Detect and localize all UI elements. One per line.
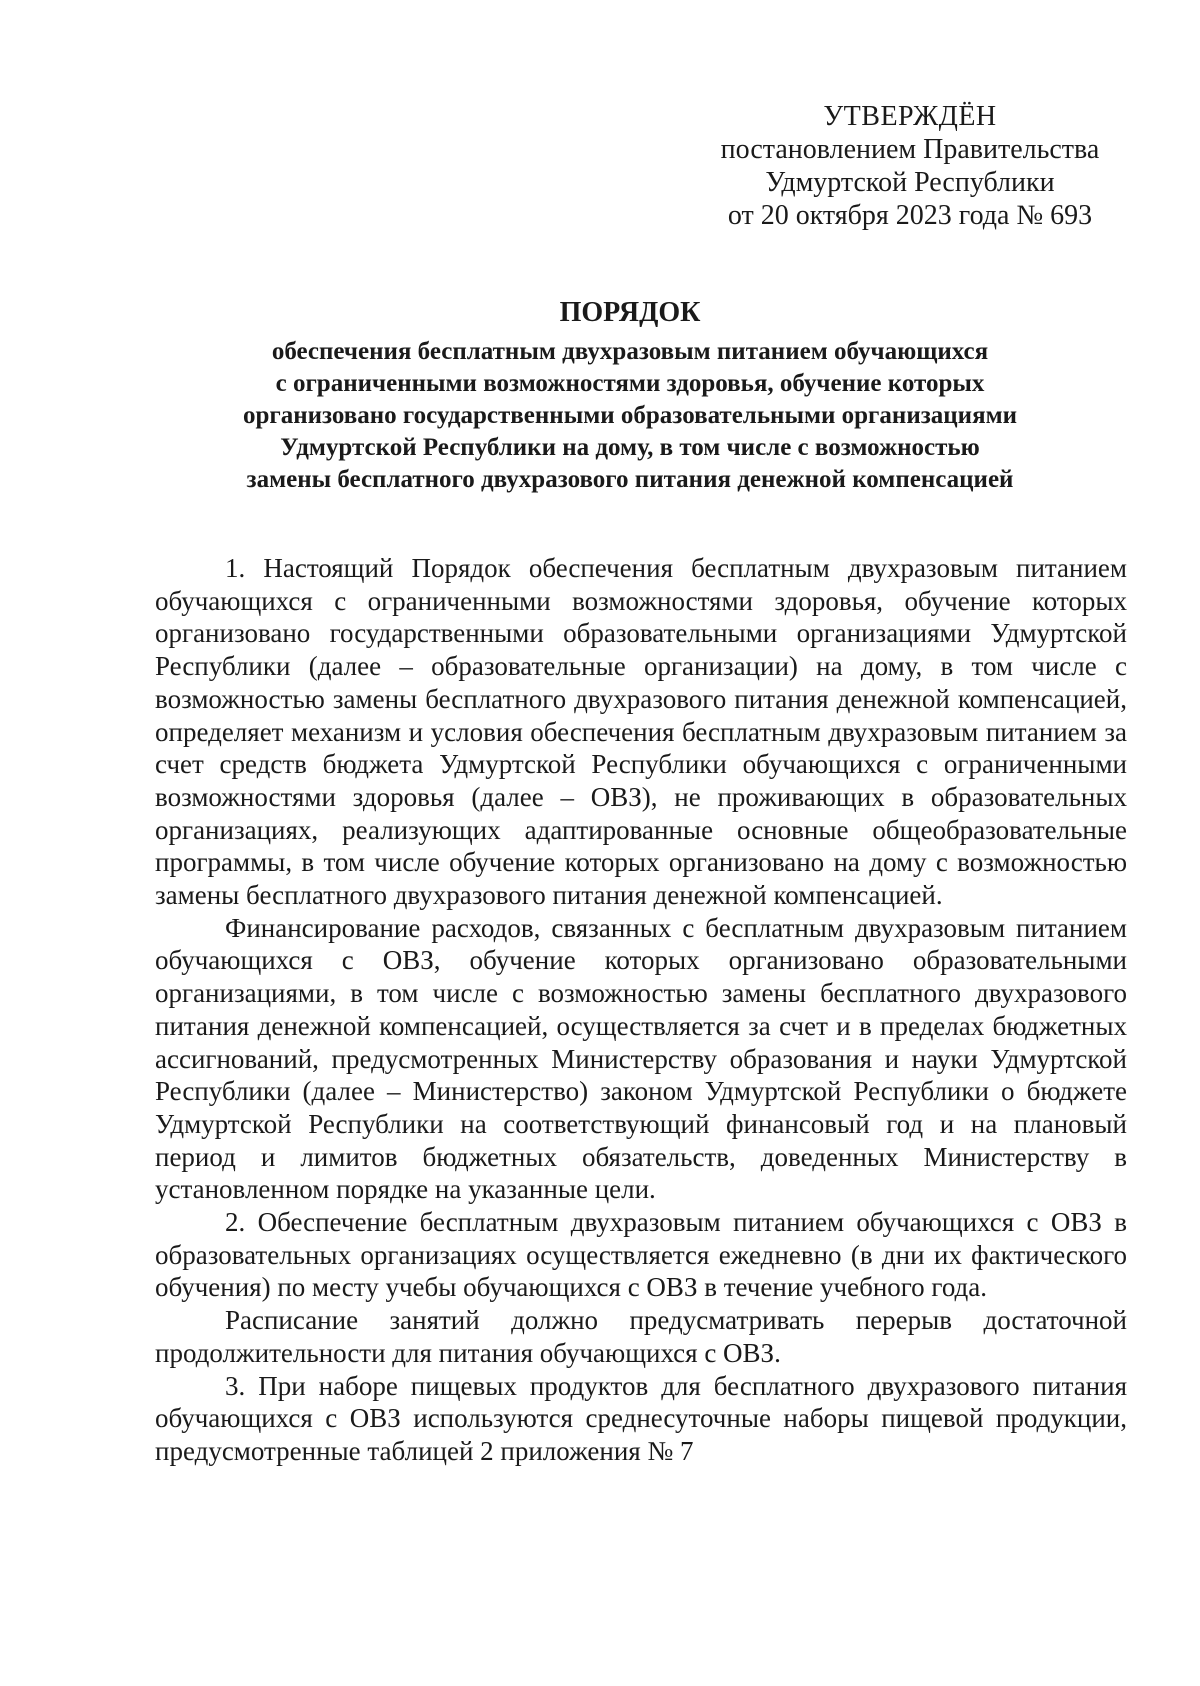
approval-line: постановлением Правительства	[720, 134, 1100, 165]
paragraph-financing: Финансирование расходов, связанных с бесплатным двухразовым питанием обучающихся с ОВЗ, обучение которых организовано образовательными организациями, в том числе с возможностью замены бесплатного двухразового питания денежной компенсацией, осуществляется за счет и в пределах бюджетных ассигнований, предусмотренных Министерству образования и науки Удмуртской Республики (далее – Министерство) законом Удмуртской Республики о бюджете Удмуртской Республики на соответствующий финансовый год и на плановый период и лимитов бюджетных обязательств, доведенных Министерству в установленном порядке на указанные цели.	[155, 912, 1127, 1205]
document-title-block	[150, 296, 1110, 496]
subtitle-line: замены бесплатного двухразового питания денежной компенсацией	[246, 466, 1014, 493]
subtitle-line: организовано государственными образовательными организациями	[242, 402, 1018, 429]
paragraph-2: 2. Обеспечение бесплатным двухразовым питанием обучающихся с ОВЗ в образовательных организациях осуществляется ежедневно (в дни их фактического обучения) по месту учебы обучающихся с ОВЗ в течение учебного года.	[155, 1207, 1127, 1303]
document-body	[155, 552, 1127, 1468]
paragraph-3: 3. При наборе пищевых продуктов для бесплатного двухразового питания обучающихся с ОВЗ используются среднесуточные наборы пищевой продукции, предусмотренные таблицей 2 приложения № 7	[155, 1370, 1127, 1466]
approval-stamp	[700, 100, 1120, 232]
subtitle-line: Удмуртской Республики на дому, в том числе с возможностью	[280, 434, 980, 461]
approval-date-line: от 20 октября 2023 года № 693	[727, 200, 1093, 231]
approval-line: Удмуртской Республики	[765, 167, 1055, 198]
document-title: ПОРЯДОК	[559, 297, 701, 328]
paragraph-1: 1. Настоящий Порядок обеспечения бесплатным двухразовым питанием обучающихся с ограниченными возможностями здоровья, обучение которых организовано государственными образовательными организациями Удмуртской Республики (далее – образовательные организации) на дому, в том числе с возможностью замены бесплатного двухразового питания денежной компенсацией, определяет механизм и условия обеспечения бесплатным двухразовым питанием за счет средств бюджета Удмуртской Республики обучающихся с ограниченными возможностями здоровья (далее – ОВЗ), не проживающих в образовательных организациях, реализующих адаптированные основные общеобразовательные программы, в том числе обучение которых организовано на дому с возможностью замены бесплатного двухразового питания денежной компенсацией.	[155, 553, 1127, 911]
paragraph-schedule: Расписание занятий должно предусматривать перерыв достаточной продолжительности для питания обучающихся с ОВЗ.	[155, 1305, 1127, 1368]
subtitle-line: обеспечения бесплатным двухразовым питанием обучающихся	[271, 338, 989, 365]
approval-heading: УТВЕРЖДЁН	[823, 101, 997, 132]
subtitle-line: с ограниченными возможностями здоровья, обучение которых	[275, 370, 985, 397]
document-subtitle	[150, 336, 1110, 496]
